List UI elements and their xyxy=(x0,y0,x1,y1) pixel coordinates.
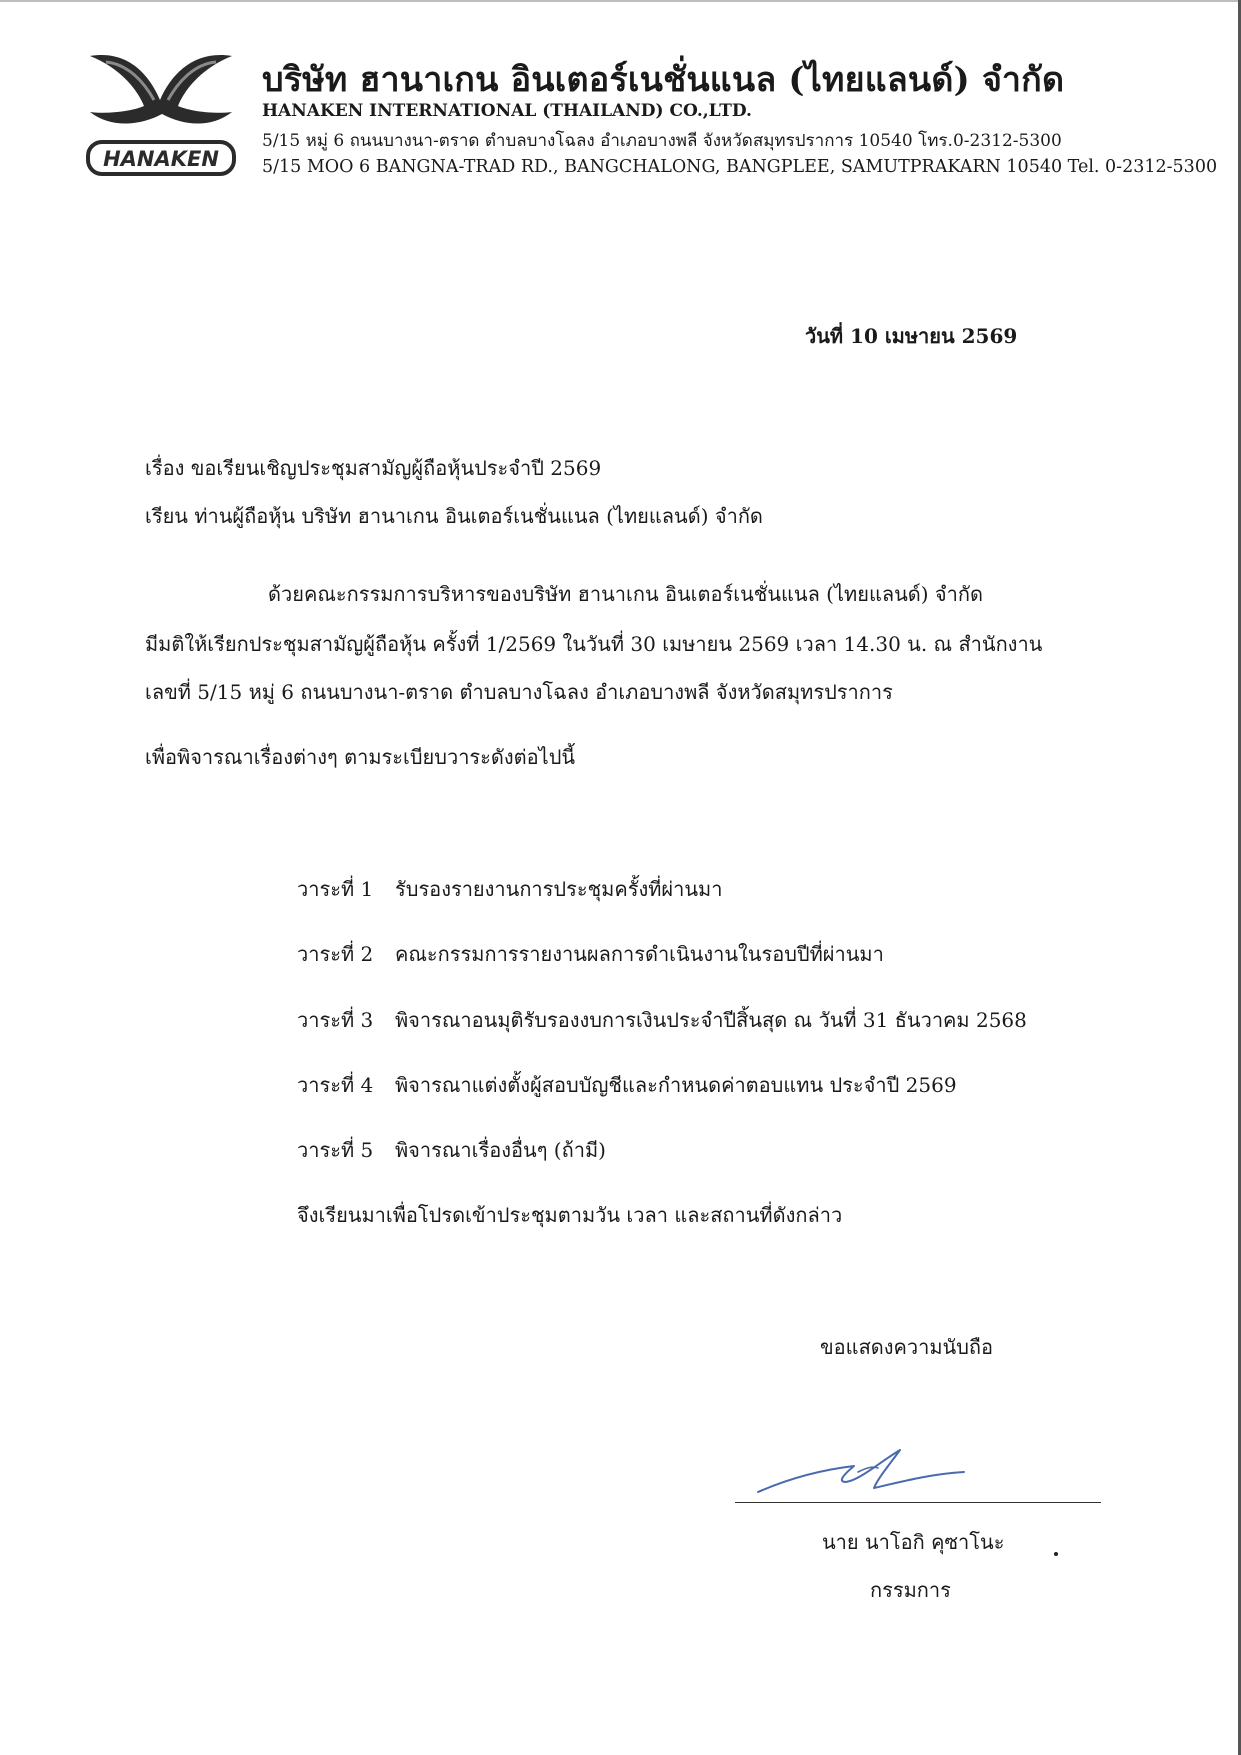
agenda-item xyxy=(297,1004,1027,1036)
hanaken-logo-icon xyxy=(86,42,236,182)
agenda-label: วาระที่ 1 xyxy=(297,877,374,901)
company-name-th: บริษัท ฮานาเกน อินเตอร์เนชั่นแนล (ไทยแลนด์) จำกัด xyxy=(262,60,1065,100)
agenda-label: วาระที่ 4 xyxy=(297,1073,374,1097)
agenda-label: วาระที่ 2 xyxy=(297,942,374,966)
agenda-text: พิจารณาเรื่องอื่นๆ (ถ้ามี) xyxy=(395,1138,606,1162)
body-line-2: มีมติให้เรียกประชุมสามัญผู้ถือหุ้น ครั้งที่ 1/2569 ในวันที่ 30 เมษายน 2569 เวลา 14.30 น. ณ สำนักงาน xyxy=(145,632,1043,656)
body-line-1: ด้วยคณะกรรมการบริหารของบริษัท ฮานาเกน อินเตอร์เนชั่นแนล (ไทยแลนด์) จำกัด xyxy=(268,582,983,606)
agenda-item xyxy=(297,1069,957,1101)
signature-line xyxy=(735,1502,1101,1503)
body-line-3: เลขที่ 5/15 หมู่ 6 ถนนบางนา-ตราด ตำบลบางโฉลง อำเภอบางพลี จังหวัดสมุทรปราการ xyxy=(145,680,893,704)
agenda-item xyxy=(297,873,722,905)
agenda-text: พิจารณาอนมุติรับรองงบการเงินประจำปีสิ้นสุด ณ วันที่ 31 ธันวาคม 2568 xyxy=(395,1008,1027,1032)
logo-text: HANAKEN xyxy=(103,147,219,171)
recipient-line: เรียน ท่านผู้ถือหุ้น บริษัท ฮานาเกน อินเตอร์เนชั่นแนล (ไทยแลนด์) จำกัด xyxy=(145,504,763,528)
regards-line: ขอแสดงความนับถือ xyxy=(820,1335,994,1359)
signature-icon xyxy=(750,1442,970,1502)
agenda-text: คณะกรรมการรายงานผลการดำเนินงานในรอบปีที่ผ่านมา xyxy=(395,942,884,966)
agenda-label: วาระที่ 3 xyxy=(297,1008,374,1032)
agenda-item xyxy=(297,1134,606,1166)
subject-line: เรื่อง ขอเรียนเชิญประชุมสามัญผู้ถือหุ้นประจำปี 2569 xyxy=(145,456,602,480)
agenda-text: รับรองรายงานการประชุมครั้งที่ผ่านมา xyxy=(395,877,723,901)
agenda-item xyxy=(297,938,884,970)
company-name-en: HANAKEN INTERNATIONAL (THAILAND) CO.,LTD. xyxy=(262,101,752,121)
closing-line: จึงเรียนมาเพื่อโปรดเข้าประชุมตามวัน เวลา และสถานที่ดังกล่าว xyxy=(297,1203,843,1227)
agenda-label: วาระที่ 5 xyxy=(297,1138,374,1162)
agenda-text: พิจารณาแต่งตั้งผู้สอบบัญชีและกำหนดค่าตอบแทน ประจำปี 2569 xyxy=(395,1073,957,1097)
scan-speck xyxy=(1054,1552,1058,1556)
signer-position: กรรมการ xyxy=(870,1578,951,1602)
address-th: 5/15 หมู่ 6 ถนนบางนา-ตราด ตำบลบางโฉลง อำเภอบางพลี จังหวัดสมุทรปราการ 10540 โทร.0-2312-5300 xyxy=(262,131,1062,151)
scan-top-edge xyxy=(0,0,1241,2)
letter-date: วันที่ 10 เมษายน 2569 xyxy=(805,324,1018,348)
body-line-4: เพื่อพิจารณาเรื่องต่างๆ ตามระเบียบวาระดังต่อไปนี้ xyxy=(145,745,576,769)
signer-name: นาย นาโอกิ คุซาโนะ xyxy=(822,1530,1005,1554)
address-en: 5/15 MOO 6 BANGNA-TRAD RD., BANGCHALONG, BANGPLEE, SAMUTPRAKARN 10540 Tel. 0-2312-5300 xyxy=(262,157,1218,177)
